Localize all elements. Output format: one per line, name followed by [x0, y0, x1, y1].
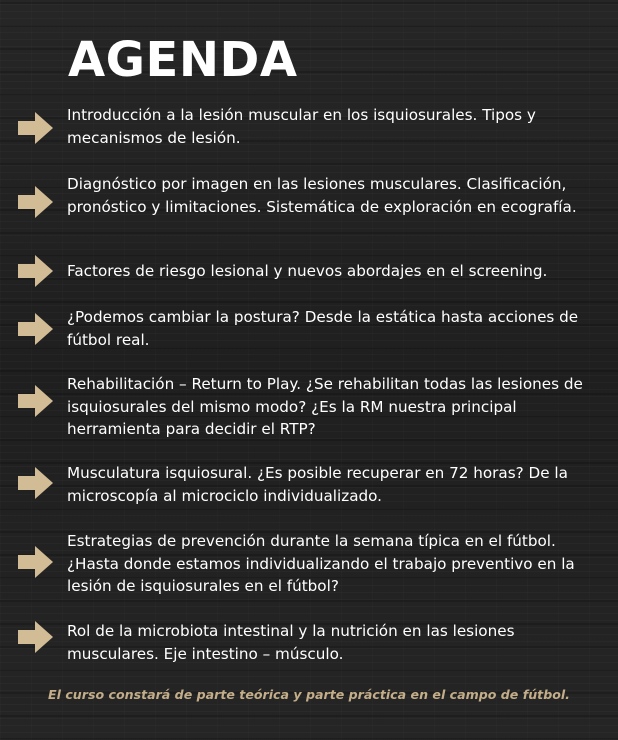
agenda-item-text: Factores de riesgo lesional y nuevos abordajes en el screening.	[67, 262, 548, 280]
right-arrow-icon	[18, 385, 53, 417]
agenda-item-text: Rehabilitación – Return to Play. ¿Se rehabilitan todas las lesiones de isquiosurales del mismo modo? ¿Es la RM nuestra principal herramienta para decidir el RTP?	[67, 375, 583, 438]
right-arrow-icon	[18, 313, 53, 345]
agenda-item-text: Estrategias de prevención durante la semana típica en el fútbol. ¿Hasta donde estamos individualizando el trabajo preventivo en la lesión de isquiosurales en el fútbol?	[67, 532, 575, 595]
right-arrow-icon	[18, 186, 53, 218]
agenda-item-text: Musculatura isquiosural. ¿Es posible recuperar en 72 horas? De la microscopía al microciclo individualizado.	[67, 464, 568, 505]
right-arrow-icon	[18, 112, 53, 144]
agenda-item-text: Rol de la microbiota intestinal y la nutrición en las lesiones musculares. Eje intestino – músculo.	[67, 622, 515, 663]
right-arrow-icon	[18, 621, 53, 653]
right-arrow-icon	[18, 467, 53, 499]
right-arrow-icon	[18, 546, 53, 578]
agenda-item-text: ¿Podemos cambiar la postura? Desde la estática hasta acciones de fútbol real.	[67, 308, 579, 349]
footer-note: El curso constará de parte teórica y parte práctica en el campo de fútbol.	[48, 687, 570, 702]
right-arrow-icon	[18, 255, 53, 287]
agenda-item-text: Introducción a la lesión muscular en los isquiosurales. Tipos y mecanismos de lesión.	[67, 106, 536, 147]
page-title: AGENDA	[68, 32, 298, 88]
agenda-item-text: Diagnóstico por imagen en las lesiones musculares. Clasificación, pronóstico y limitaciones. Sistemática de exploración en ecografía.	[67, 175, 577, 216]
